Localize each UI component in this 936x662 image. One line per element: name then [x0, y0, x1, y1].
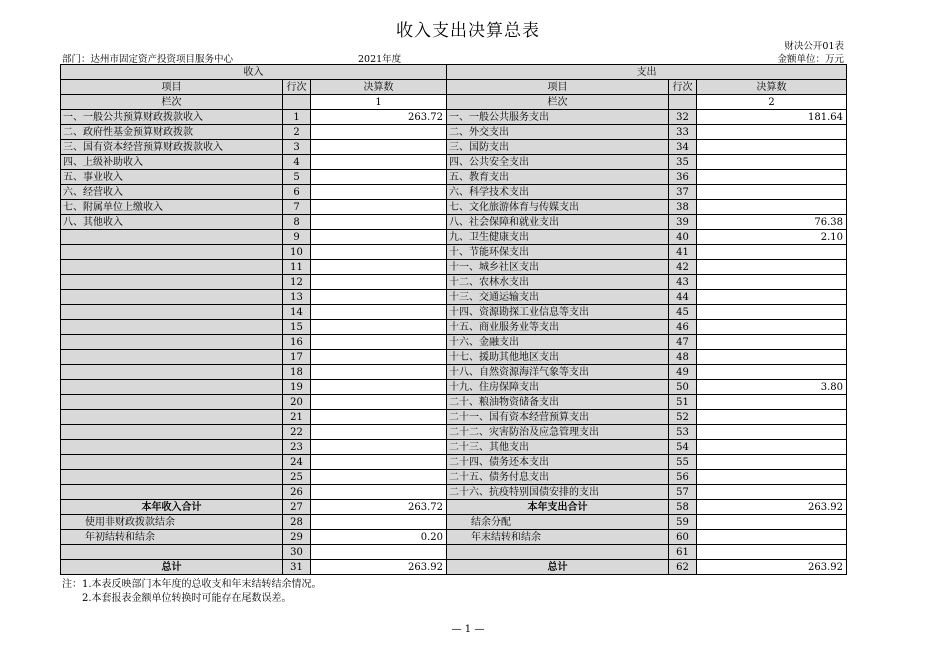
income-line: 19 — [283, 380, 311, 395]
expense-line: 43 — [669, 275, 697, 290]
expense-line: 55 — [669, 455, 697, 470]
table-row — [61, 485, 847, 500]
income-amount — [311, 410, 447, 425]
table-row — [61, 290, 847, 305]
expense-line: 54 — [669, 440, 697, 455]
expense-item: 十、节能环保支出 — [447, 245, 669, 260]
summary-row — [61, 500, 847, 515]
table-row — [61, 245, 847, 260]
income-line: 5 — [283, 170, 311, 185]
expense-summary-amount — [697, 530, 847, 545]
income-item — [61, 485, 283, 500]
income-item — [61, 320, 283, 335]
income-line: 2 — [283, 125, 311, 140]
expense-line: 35 — [669, 155, 697, 170]
income-summary-line: 27 — [283, 500, 311, 515]
income-item — [61, 455, 283, 470]
income-item: 八、其他收入 — [61, 215, 283, 230]
expense-summary-amount — [697, 515, 847, 530]
expense-amount: 2.10 — [697, 230, 847, 245]
expense-summary-item: 结余分配 — [447, 515, 669, 530]
income-amount — [311, 125, 447, 140]
income-amount — [311, 470, 447, 485]
income-amount — [311, 245, 447, 260]
expense-line: 57 — [669, 485, 697, 500]
income-summary-amount: 263.72 — [311, 500, 447, 515]
income-col-number: 1 — [311, 95, 447, 110]
table-row — [61, 155, 847, 170]
expense-item: 十三、交通运输支出 — [447, 290, 669, 305]
income-col-label: 栏次 — [61, 95, 283, 110]
table-row — [61, 260, 847, 275]
income-summary-line: 31 — [283, 560, 311, 575]
expense-amount — [697, 125, 847, 140]
income-amount — [311, 260, 447, 275]
expense-amount — [697, 245, 847, 260]
income-item — [61, 305, 283, 320]
table-row — [61, 200, 847, 215]
table-row — [61, 440, 847, 455]
income-item — [61, 260, 283, 275]
expense-summary-line: 60 — [669, 530, 697, 545]
form-code: 财决公开01表 — [784, 41, 844, 52]
income-amount — [311, 395, 447, 410]
income-item: 七、附属单位上缴收入 — [61, 200, 283, 215]
income-summary-item — [61, 545, 283, 560]
expense-amount — [697, 200, 847, 215]
table-row — [61, 140, 847, 155]
income-summary-amount — [311, 515, 447, 530]
expense-line: 46 — [669, 320, 697, 335]
income-item — [61, 395, 283, 410]
expense-summary-line: 59 — [669, 515, 697, 530]
income-amount — [311, 215, 447, 230]
expense-summary-line: 61 — [669, 545, 697, 560]
income-amount — [311, 320, 447, 335]
income-amount — [311, 200, 447, 215]
income-line: 11 — [283, 260, 311, 275]
income-item — [61, 425, 283, 440]
expense-item: 二、外交支出 — [447, 125, 669, 140]
table-row — [61, 110, 847, 125]
expense-line: 39 — [669, 215, 697, 230]
income-summary-line: 29 — [283, 530, 311, 545]
expense-item: 五、教育支出 — [447, 170, 669, 185]
income-amount — [311, 170, 447, 185]
expense-item: 四、公共安全支出 — [447, 155, 669, 170]
expense-line: 37 — [669, 185, 697, 200]
expense-item: 六、科学技术支出 — [447, 185, 669, 200]
income-item: 一、一般公共预算财政拨款收入 — [61, 110, 283, 125]
expense-summary-line: 62 — [669, 560, 697, 575]
expense-amount — [697, 320, 847, 335]
income-line: 17 — [283, 350, 311, 365]
income-line: 25 — [283, 470, 311, 485]
expense-summary-item: 总计 — [447, 560, 669, 575]
expense-line: 34 — [669, 140, 697, 155]
table-row — [61, 320, 847, 335]
page-number: — 1 — — [451, 624, 485, 635]
expense-amount — [697, 455, 847, 470]
expense-item: 十五、商业服务业等支出 — [447, 320, 669, 335]
expense-amount — [697, 425, 847, 440]
income-amount — [311, 365, 447, 380]
income-line: 16 — [283, 335, 311, 350]
income-line: 6 — [283, 185, 311, 200]
table-row — [61, 395, 847, 410]
income-item — [61, 335, 283, 350]
table-row — [61, 230, 847, 245]
expense-item: 二十五、债务付息支出 — [447, 470, 669, 485]
expense-col-number: 2 — [697, 95, 847, 110]
income-line: 21 — [283, 410, 311, 425]
expense-line: 56 — [669, 470, 697, 485]
expense-item: 十四、资源勘探工业信息等支出 — [447, 305, 669, 320]
expense-line: 40 — [669, 230, 697, 245]
income-item: 六、经营收入 — [61, 185, 283, 200]
expense-summary-item — [447, 545, 669, 560]
expense-line: 49 — [669, 365, 697, 380]
table-row — [61, 425, 847, 440]
income-amount — [311, 380, 447, 395]
income-expense-table — [60, 64, 847, 575]
expense-amount — [697, 170, 847, 185]
unit-label: 金额单位：万元 — [777, 54, 844, 65]
expense-line: 42 — [669, 260, 697, 275]
table-row — [61, 365, 847, 380]
table-row — [61, 125, 847, 140]
expense-item: 十八、自然资源海洋气象等支出 — [447, 365, 669, 380]
expense-amount: 76.38 — [697, 215, 847, 230]
expense-amount — [697, 140, 847, 155]
expense-line: 38 — [669, 200, 697, 215]
income-item: 二、政府性基金预算财政拨款 — [61, 125, 283, 140]
expense-line: 33 — [669, 125, 697, 140]
income-amount — [311, 230, 447, 245]
expense-line: 47 — [669, 335, 697, 350]
income-item — [61, 245, 283, 260]
expense-amount — [697, 470, 847, 485]
footnote-2: 2.本套报表金额单位转换时可能存在尾数误差。 — [62, 593, 292, 604]
expense-line: 45 — [669, 305, 697, 320]
income-item: 三、国有资本经营预算财政拨款收入 — [61, 140, 283, 155]
income-item: 五、事业收入 — [61, 170, 283, 185]
expense-item: 二十六、抗疫特别国债安排的支出 — [447, 485, 669, 500]
income-line: 18 — [283, 365, 311, 380]
income-col-line-blank — [283, 95, 311, 110]
expense-amount-header: 决算数 — [697, 80, 847, 95]
summary-row — [61, 530, 847, 545]
income-line: 3 — [283, 140, 311, 155]
income-line: 20 — [283, 395, 311, 410]
income-item — [61, 290, 283, 305]
expense-amount: 3.80 — [697, 380, 847, 395]
table-row — [61, 470, 847, 485]
income-item — [61, 350, 283, 365]
income-header: 收入 — [61, 65, 447, 80]
expense-line: 41 — [669, 245, 697, 260]
income-summary-line: 28 — [283, 515, 311, 530]
income-amount-header: 决算数 — [311, 80, 447, 95]
income-line: 23 — [283, 440, 311, 455]
expense-item: 九、卫生健康支出 — [447, 230, 669, 245]
expense-col-label: 栏次 — [447, 95, 669, 110]
expense-item: 十九、住房保障支出 — [447, 380, 669, 395]
expense-amount — [697, 395, 847, 410]
expense-amount — [697, 335, 847, 350]
expense-summary-amount: 263.92 — [697, 500, 847, 515]
expense-summary-line: 58 — [669, 500, 697, 515]
income-summary-item: 总计 — [61, 560, 283, 575]
table-row — [61, 275, 847, 290]
expense-line: 44 — [669, 290, 697, 305]
expense-amount — [697, 275, 847, 290]
income-line: 12 — [283, 275, 311, 290]
expense-item: 一、一般公共服务支出 — [447, 110, 669, 125]
income-summary-item: 年初结转和结余 — [61, 530, 283, 545]
expense-item: 八、社会保障和就业支出 — [447, 215, 669, 230]
header-row-columns — [61, 80, 847, 95]
income-summary-amount: 0.20 — [311, 530, 447, 545]
table-row — [61, 170, 847, 185]
income-amount: 263.72 — [311, 110, 447, 125]
expense-item: 十六、金融支出 — [447, 335, 669, 350]
income-line: 26 — [283, 485, 311, 500]
income-line: 15 — [283, 320, 311, 335]
income-line: 13 — [283, 290, 311, 305]
summary-row — [61, 515, 847, 530]
expense-amount — [697, 260, 847, 275]
income-amount — [311, 185, 447, 200]
income-summary-line: 30 — [283, 545, 311, 560]
income-line: 10 — [283, 245, 311, 260]
expense-line-header: 行次 — [669, 80, 697, 95]
income-item — [61, 365, 283, 380]
income-line: 14 — [283, 305, 311, 320]
expense-amount — [697, 410, 847, 425]
expense-amount: 181.64 — [697, 110, 847, 125]
expense-line: 32 — [669, 110, 697, 125]
income-item — [61, 380, 283, 395]
expense-item: 十七、援助其他地区支出 — [447, 350, 669, 365]
expense-summary-item: 年末结转和结余 — [447, 530, 669, 545]
expense-summary-item: 本年支出合计 — [447, 500, 669, 515]
income-amount — [311, 335, 447, 350]
expense-summary-amount — [697, 545, 847, 560]
income-amount — [311, 350, 447, 365]
footnote-1: 注：1.本表反映部门本年度的总收支和年末结转结余情况。 — [62, 579, 322, 590]
income-line: 24 — [283, 455, 311, 470]
year-label: 2021年度 — [358, 54, 402, 65]
table-row — [61, 350, 847, 365]
income-item — [61, 410, 283, 425]
table-row — [61, 305, 847, 320]
expense-line: 52 — [669, 410, 697, 425]
income-amount — [311, 305, 447, 320]
page-title: 收入支出决算总表 — [396, 21, 540, 41]
expense-item-header: 项目 — [447, 80, 669, 95]
department-label: 部门：达州市固定资产投资项目服务中心 — [62, 54, 234, 65]
income-item — [61, 470, 283, 485]
income-line-header: 行次 — [283, 80, 311, 95]
footnotes — [62, 578, 322, 606]
expense-line: 48 — [669, 350, 697, 365]
income-line: 8 — [283, 215, 311, 230]
expense-item: 十一、城乡社区支出 — [447, 260, 669, 275]
expense-item: 二十二、灾害防治及应急管理支出 — [447, 425, 669, 440]
expense-amount — [697, 365, 847, 380]
income-amount — [311, 440, 447, 455]
table-row — [61, 185, 847, 200]
income-line: 9 — [283, 230, 311, 245]
income-amount — [311, 155, 447, 170]
income-summary-amount: 263.92 — [311, 560, 447, 575]
expense-amount — [697, 155, 847, 170]
income-amount — [311, 425, 447, 440]
expense-amount — [697, 185, 847, 200]
income-item — [61, 275, 283, 290]
expense-line: 36 — [669, 170, 697, 185]
table-row — [61, 335, 847, 350]
income-summary-item: 使用非财政拨款结余 — [61, 515, 283, 530]
expense-item: 二十三、其他支出 — [447, 440, 669, 455]
expense-line: 53 — [669, 425, 697, 440]
expense-item: 七、文化旅游体育与传媒支出 — [447, 200, 669, 215]
income-amount — [311, 275, 447, 290]
income-amount — [311, 140, 447, 155]
expense-amount — [697, 290, 847, 305]
header-row-section — [61, 65, 847, 80]
expense-amount — [697, 305, 847, 320]
income-summary-amount — [311, 545, 447, 560]
expense-line: 51 — [669, 395, 697, 410]
expense-col-line-blank — [669, 95, 697, 110]
summary-row — [61, 560, 847, 575]
expense-line: 50 — [669, 380, 697, 395]
column-number-row — [61, 95, 847, 110]
income-summary-item: 本年收入合计 — [61, 500, 283, 515]
expense-amount — [697, 350, 847, 365]
income-amount — [311, 485, 447, 500]
expense-summary-amount: 263.92 — [697, 560, 847, 575]
expense-amount — [697, 440, 847, 455]
table-row — [61, 410, 847, 425]
expense-amount — [697, 485, 847, 500]
income-item — [61, 440, 283, 455]
income-line: 22 — [283, 425, 311, 440]
income-item: 四、上级补助收入 — [61, 155, 283, 170]
table-row — [61, 380, 847, 395]
income-amount — [311, 455, 447, 470]
expense-item: 十二、农林水支出 — [447, 275, 669, 290]
income-item — [61, 230, 283, 245]
expense-item: 二十四、债务还本支出 — [447, 455, 669, 470]
income-amount — [311, 290, 447, 305]
income-line: 7 — [283, 200, 311, 215]
table-row — [61, 455, 847, 470]
expense-item: 二十、粮油物资储备支出 — [447, 395, 669, 410]
income-line: 1 — [283, 110, 311, 125]
expense-item: 二十一、国有资本经营预算支出 — [447, 410, 669, 425]
income-item-header: 项目 — [61, 80, 283, 95]
income-line: 4 — [283, 155, 311, 170]
expense-header: 支出 — [447, 65, 847, 80]
table-row — [61, 215, 847, 230]
summary-row — [61, 545, 847, 560]
expense-item: 三、国防支出 — [447, 140, 669, 155]
